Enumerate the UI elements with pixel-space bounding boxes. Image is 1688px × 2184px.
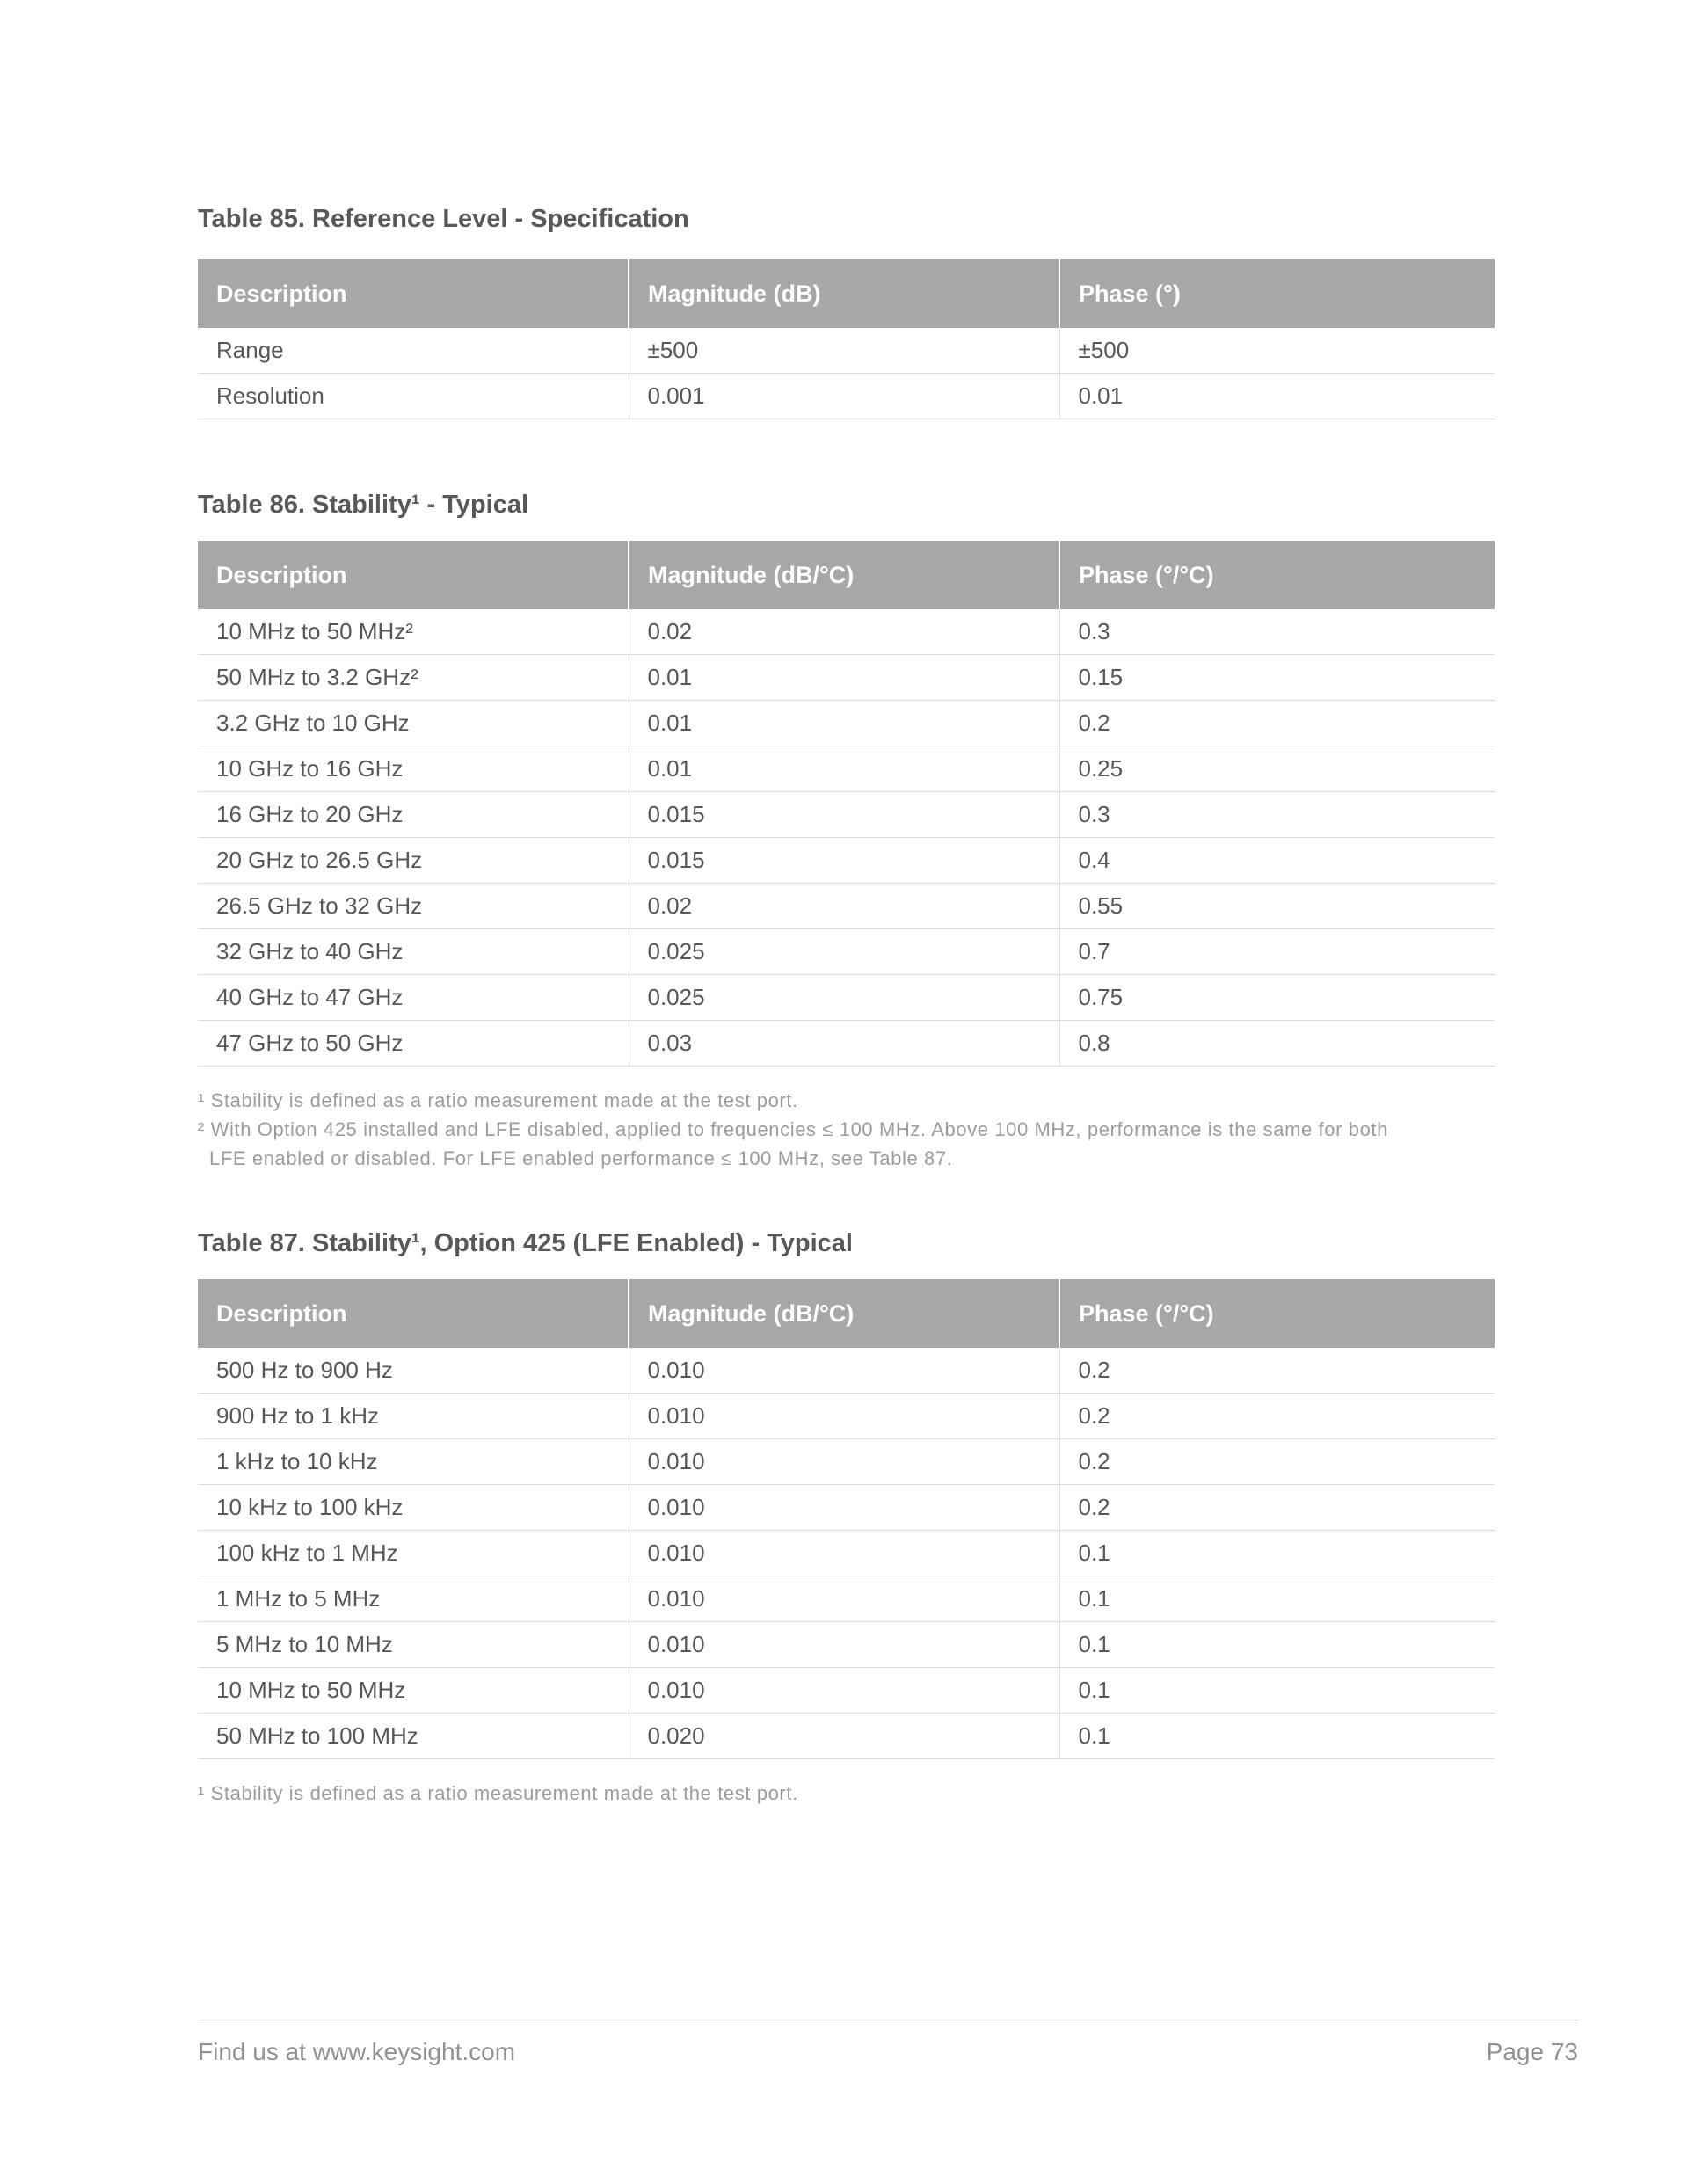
table-cell: 0.8 [1059,1021,1495,1067]
table-cell: 0.75 [1059,975,1495,1021]
table-cell: 0.01 [629,701,1059,746]
table-cell: ±500 [629,328,1059,374]
table-cell: 0.2 [1059,701,1495,746]
table-cell: 0.02 [629,884,1059,929]
table-cell: 0.25 [1059,746,1495,792]
table-87-section [198,1229,1578,1808]
footnote: ¹ Stability is defined as a ratio measurement made at the test port. [198,1782,798,1804]
footnote: ² With Option 425 installed and LFE disabled, applied to frequencies ≤ 100 MHz. Above 100 MHz, performance is the same for both LFE enabled or disabled. For LFE enabled performance ≤ 100 MHz, see Table 87. [198,1118,1388,1169]
table-86-title: Table 86. Stability¹ - Typical [198,491,529,519]
table-cell: 50 MHz to 100 MHz [198,1714,629,1759]
table-cell: 100 kHz to 1 MHz [198,1531,629,1576]
table-86 [198,541,1495,1067]
column-header: Phase (°/°C) [1059,1279,1495,1348]
table-cell: 0.025 [629,929,1059,975]
table-row [198,975,1495,1021]
table-row [198,1394,1495,1439]
table-cell: 0.010 [629,1485,1059,1531]
header-row [198,1279,1495,1348]
header-row [198,541,1495,609]
header-row [198,259,1495,328]
table-85-title: Table 85. Reference Level - Specification [198,205,689,233]
table-cell: 0.1 [1059,1576,1495,1622]
table-cell: 0.03 [629,1021,1059,1067]
table-cell: 47 GHz to 50 GHz [198,1021,629,1067]
table-cell: 0.1 [1059,1622,1495,1668]
table-cell: 0.01 [629,746,1059,792]
table-cell: 0.2 [1059,1485,1495,1531]
table-cell: 10 GHz to 16 GHz [198,746,629,792]
table-cell: 10 kHz to 100 kHz [198,1485,629,1531]
table-row [198,1021,1495,1067]
page-number: Page 73 [1486,2038,1578,2065]
table-row [198,1714,1495,1759]
table-cell: 0.010 [629,1668,1059,1714]
table-87 [198,1279,1495,1759]
column-header: Magnitude (dB/°C) [629,541,1059,609]
table-row [198,746,1495,792]
table-cell: 26.5 GHz to 32 GHz [198,884,629,929]
table-cell: 40 GHz to 47 GHz [198,975,629,1021]
table-cell: 0.010 [629,1439,1059,1485]
table-row [198,929,1495,975]
table-cell: 0.4 [1059,838,1495,884]
table-87-footnotes [198,1779,1578,1808]
table-row [198,1439,1495,1485]
table-cell: 10 MHz to 50 MHz² [198,609,629,655]
table-cell: 0.01 [629,655,1059,701]
column-header: Phase (°) [1059,259,1495,328]
table-row [198,884,1495,929]
page-footer [198,2020,1578,2066]
column-header: Magnitude (dB/°C) [629,1279,1059,1348]
table-row [198,1485,1495,1531]
table-cell: 0.01 [1059,374,1495,419]
table-cell: 0.7 [1059,929,1495,975]
table-cell: 50 MHz to 3.2 GHz² [198,655,629,701]
table-row [198,1576,1495,1622]
table-cell: 32 GHz to 40 GHz [198,929,629,975]
table-cell: 0.55 [1059,884,1495,929]
table-cell: Resolution [198,374,629,419]
column-header: Description [198,1279,629,1348]
table-87-title: Table 87. Stability¹, Option 425 (LFE Enabled) - Typical [198,1229,853,1257]
table-cell: 0.2 [1059,1394,1495,1439]
table-86-footnotes [198,1086,1578,1173]
footnote: ¹ Stability is defined as a ratio measurement made at the test port. [198,1089,798,1111]
table-cell: 0.02 [629,609,1059,655]
table-row [198,838,1495,884]
table-cell: 0.015 [629,792,1059,838]
table-cell: 20 GHz to 26.5 GHz [198,838,629,884]
column-header: Description [198,259,629,328]
table-cell: 16 GHz to 20 GHz [198,792,629,838]
table-cell: 0.010 [629,1531,1059,1576]
table-86-section [198,491,1578,1173]
table-85-section [198,205,1578,419]
table-cell: 0.001 [629,374,1059,419]
footer-url: Find us at www.keysight.com [198,2038,516,2065]
table-cell: Range [198,328,629,374]
table-85 [198,259,1495,419]
table-cell: 0.3 [1059,792,1495,838]
column-header: Description [198,541,629,609]
table-cell: 0.015 [629,838,1059,884]
page-content [198,0,1578,1808]
table-cell: 0.010 [629,1576,1059,1622]
table-cell: 5 MHz to 10 MHz [198,1622,629,1668]
table-cell: 0.010 [629,1394,1059,1439]
table-cell: 0.1 [1059,1531,1495,1576]
table-cell: 0.3 [1059,609,1495,655]
table-row [198,701,1495,746]
table-row [198,374,1495,419]
table-cell: 1 kHz to 10 kHz [198,1439,629,1485]
table-cell: 0.15 [1059,655,1495,701]
table-cell: 0.025 [629,975,1059,1021]
table-row [198,328,1495,374]
column-header: Magnitude (dB) [629,259,1059,328]
table-cell: 0.010 [629,1622,1059,1668]
table-cell: 500 Hz to 900 Hz [198,1348,629,1394]
table-cell: 0.1 [1059,1668,1495,1714]
table-cell: 0.020 [629,1714,1059,1759]
table-cell: 3.2 GHz to 10 GHz [198,701,629,746]
table-cell: 0.2 [1059,1439,1495,1485]
table-cell: 0.2 [1059,1348,1495,1394]
table-cell: 0.1 [1059,1714,1495,1759]
table-cell: 10 MHz to 50 MHz [198,1668,629,1714]
table-row [198,1531,1495,1576]
column-header: Phase (°/°C) [1059,541,1495,609]
table-row [198,655,1495,701]
table-cell: 900 Hz to 1 kHz [198,1394,629,1439]
table-row [198,792,1495,838]
table-row [198,1622,1495,1668]
table-row [198,1348,1495,1394]
table-cell: ±500 [1059,328,1495,374]
table-cell: 0.010 [629,1348,1059,1394]
table-cell: 1 MHz to 5 MHz [198,1576,629,1622]
table-row [198,609,1495,655]
table-row [198,1668,1495,1714]
